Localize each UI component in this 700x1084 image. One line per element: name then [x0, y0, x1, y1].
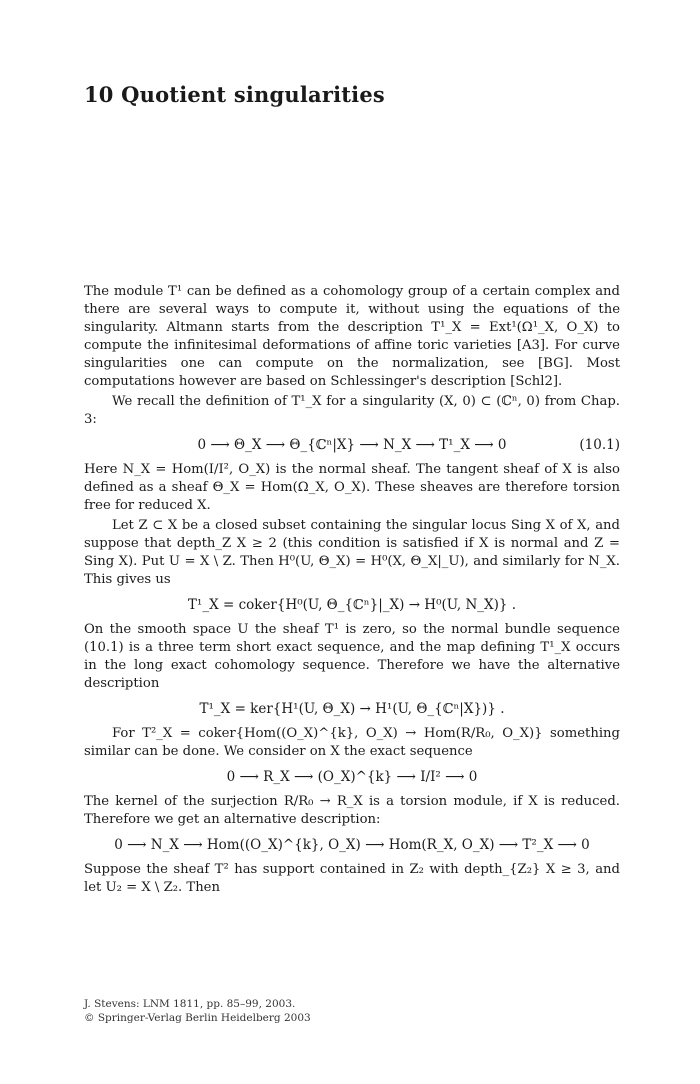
- paragraph-support: Suppose the sheaf T² has support contained in Z₂ with depth_{Z₂} X ≥ 3, and let U₂ = X \ Z₂. Then: [84, 862, 620, 895]
- equation-text: 0 ⟶ Θ_X ⟶ Θ_{ℂⁿ|X} ⟶ N_X ⟶ T¹_X ⟶ 0: [197, 437, 507, 453]
- equation-text: 0 ⟶ N_X ⟶ Hom((O_X)^{k}, O_X) ⟶ Hom(R_X, O_X) ⟶ T²_X ⟶ 0: [114, 837, 590, 853]
- paragraph-kernel: The kernel of the surjection R/R₀ → R_X is a torsion module, if X is reduced. Therefore we get an alternative description:: [84, 794, 620, 827]
- copyright-footer: [84, 997, 311, 1025]
- equation-number: (10.1): [579, 437, 620, 453]
- paragraph-closed-subset: Let Z ⊂ X be a closed subset containing the singular locus Sing X of X, and suppose that depth_Z X ≥ 2 (this condition is satisfied if X is normal and Z = Sing X). Put U = X \ Z. Then H⁰(U, Θ_X) = H⁰(X, Θ_X|_U), and similarly for N_X. This gives us: [84, 518, 620, 587]
- chapter-title: 10 Quotient singularities: [84, 82, 385, 107]
- paragraph-intro: The module T¹ can be defined as a cohomology group of a certain complex and there are several ways to compute it, without using the equations of the singularity. Altmann starts from the description T¹_X = Ext¹(Ω¹_X, O_X) to compute the infinitesimal deformations of affine toric varieties [A3]. For curve singularities one can compute on the normalization, see [BG]. Most computations however are based on Schlessinger's description [Schl2].: [84, 284, 620, 389]
- page-body: [84, 283, 620, 899]
- paragraph-recall: We recall the definition of T¹_X for a singularity (X, 0) ⊂ (ℂⁿ, 0) from Chap. 3:: [84, 394, 620, 427]
- equation-t1-coker: [84, 595, 620, 615]
- equation-relations-sequence: [84, 767, 620, 787]
- paragraph-t2: For T²_X = coker{Hom((O_X)^{k}, O_X) → Hom(R/R₀, O_X)} something similar can be done. We consider on X the exact sequence: [84, 726, 620, 759]
- equation-t1-ker: [84, 699, 620, 719]
- equation-text: 0 ⟶ R_X ⟶ (O_X)^{k} ⟶ I/I² ⟶ 0: [226, 769, 478, 785]
- footer-citation: J. Stevens: LNM 1811, pp. 85–99, 2003.: [84, 998, 296, 1010]
- footer-copyright: © Springer-Verlag Berlin Heidelberg 2003: [84, 1012, 311, 1024]
- paragraph-normal-sheaf: Here N_X = Hom(I/I², O_X) is the normal sheaf. The tangent sheaf of X is also defined as a sheaf Θ_X = Hom(Ω_X, O_X). These sheaves are therefore torsion free for reduced X.: [84, 462, 620, 513]
- paragraph-smooth-space: On the smooth space U the sheaf T¹ is zero, so the normal bundle sequence (10.1) is a three term short exact sequence, and the map defining T¹_X occurs in the long exact cohomology sequence. Therefore we have the alternative description: [84, 622, 620, 691]
- equation-normal-bundle-sequence: [84, 435, 620, 455]
- equation-text: T¹_X = ker{H¹(U, Θ_X) → H¹(U, Θ_{ℂⁿ|X})} .: [199, 701, 505, 717]
- equation-text: T¹_X = coker{H⁰(U, Θ_{ℂⁿ}|_X) → H⁰(U, N_X)} .: [187, 597, 517, 613]
- equation-t2-sequence: [84, 835, 620, 855]
